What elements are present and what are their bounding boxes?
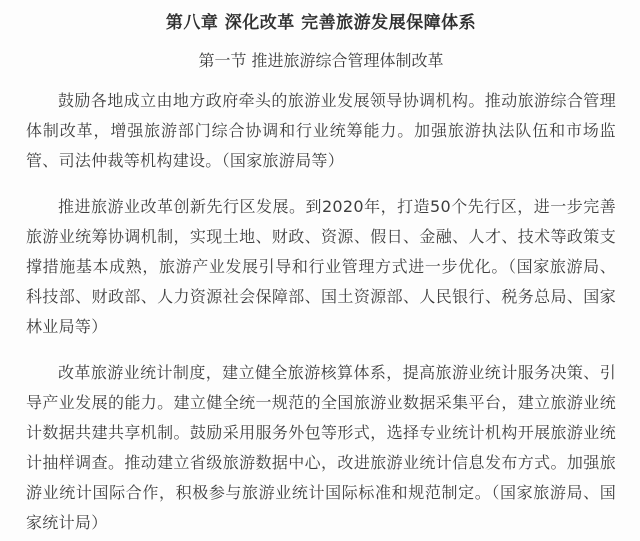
paragraph-statistics-reform: 改革旅游业统计制度，建立健全旅游核算体系，提高旅游业统计服务决策、引导产业发展的能力。建立健全统一规范的全国旅游业数据采集平台，建立旅游业统计数据共建共享机制。鼓励采用服务外包等形式，选择专业统计机构开展旅游业统计抽样调查。推动建立省级旅游数据中心，改进旅游业统计信息发布方式。加强旅游业统计国际合作，积极参与旅游业统计国际标准和规范制定。（国家旅游局、国家统计局） [26,363,616,532]
paragraph-leadership-coordination: 鼓励各地成立由地方政府牵头的旅游业发展领导协调机构。推动旅游综合管理体制改革，增强旅游部门综合协调和行业统筹能力。加强旅游执法队伍和市场监管、司法仲裁等机构建设。（国家旅游局等） [26,91,616,170]
section-title: 第一节 推进旅游综合管理体制改革 [198,51,444,70]
chapter-title: 第八章 深化改革 完善旅游发展保障体系 [165,13,477,33]
paragraph-pilot-zones: 推进旅游业改革创新先行区发展。到2020年，打造50个先行区，进一步完善旅游业统筹协调机制，实现土地、财政、资源、假日、金融、人才、技术等政策支撑措施基本成熟，旅游产业发展引导和行业管理方式进一步优化。（国家旅游局、科技部、财政部、人力资源社会保障部、国土资源部、人民银行、税务总局、国家林业局等） [26,197,616,336]
